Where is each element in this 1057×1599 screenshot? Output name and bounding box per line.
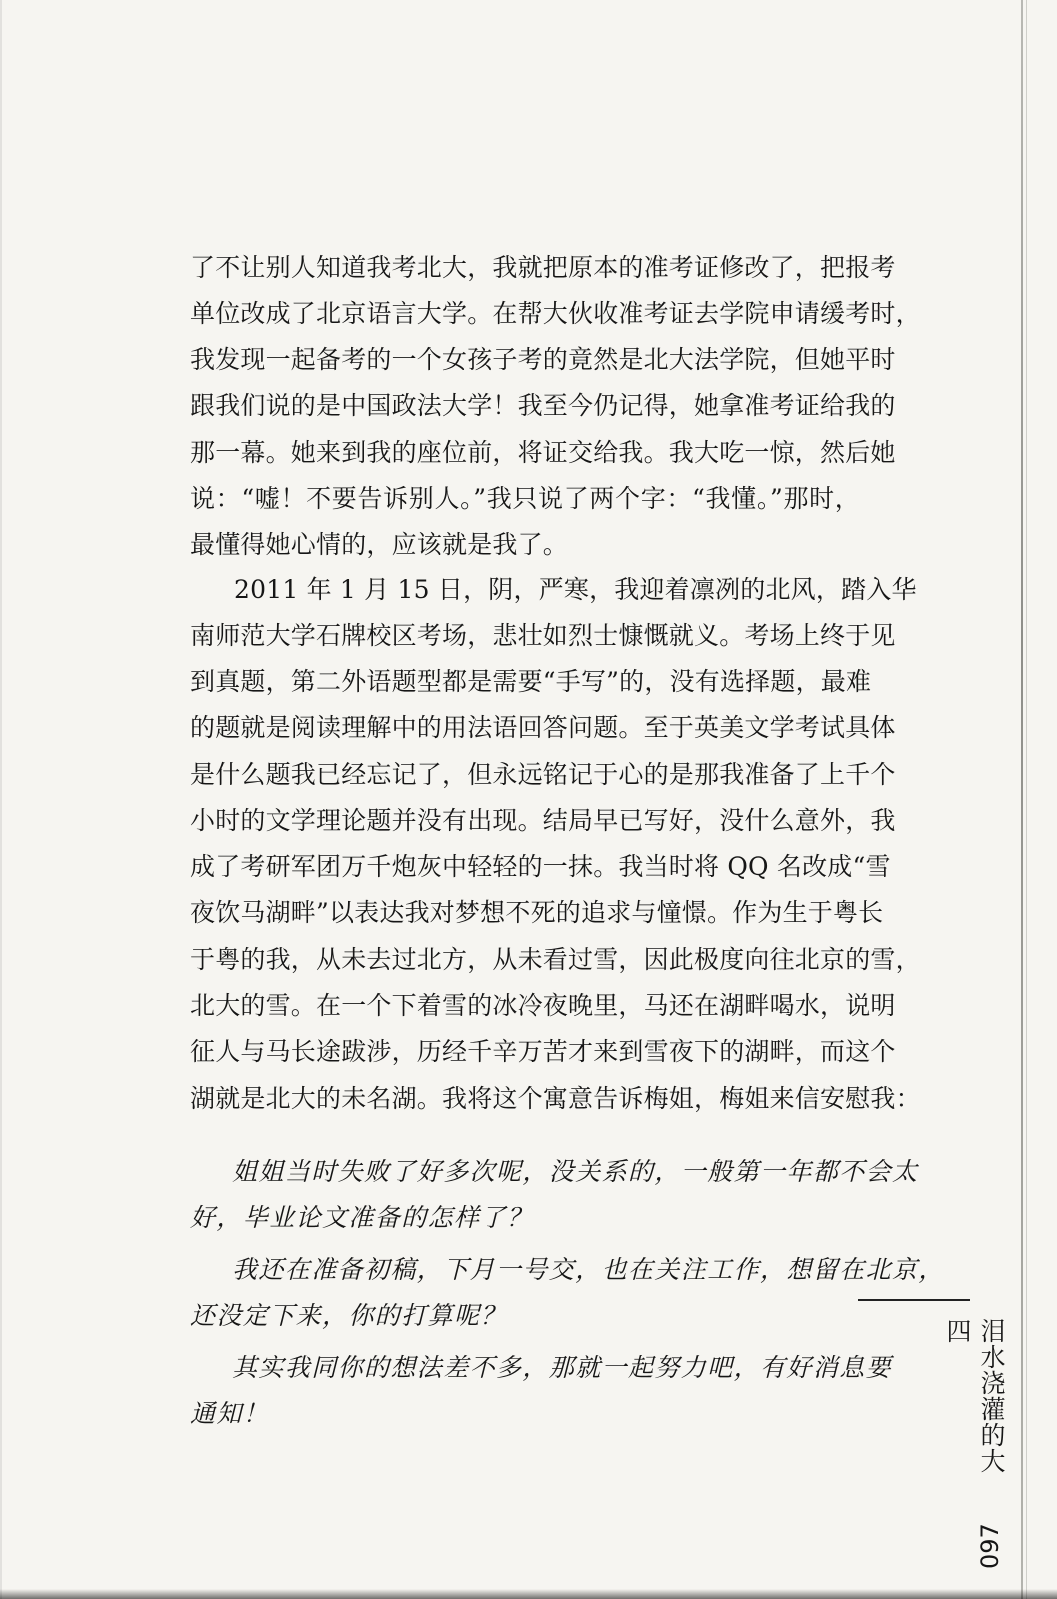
quote-line: 好，毕业论文准备的怎样了？ xyxy=(190,1203,534,1232)
quote-line: 姐姐当时失败了好多次呢，没关系的，一般第一年都不会太 xyxy=(232,1157,919,1186)
quote-line: 还没定下来，你的打算呢？ xyxy=(190,1301,507,1330)
quote-line: 我还在准备初稿，下月一号交，也在关注工作，想留在北京， xyxy=(232,1255,945,1284)
text-line: 小时的文学理论题并没有出现。结局早已写好，没什么意外，我 xyxy=(190,806,896,835)
text-line: 我发现一起备考的一个女孩子考的竟然是北大法学院，但她平时 xyxy=(190,345,896,374)
text-line: 于粤的我，从未去过北方，从未看过雪，因此极度向往北京的雪， xyxy=(190,945,921,974)
text-line: 征人与马长途跋涉，历经千辛万苦才来到雪夜下的湖畔，而这个 xyxy=(190,1037,896,1066)
text-line: 那一幕。她来到我的座位前，将证交给我。我大吃一惊，然后她 xyxy=(190,438,896,467)
scan-right-edge xyxy=(1021,0,1023,1599)
text-line: 跟我们说的是中国政法大学！我至今仍记得，她拿准考证给我的 xyxy=(190,391,896,420)
text-line: 2011 年 1 月 15 日，阴，严寒，我迎着凛冽的北风，踏入华 xyxy=(234,575,917,604)
text-line: 最懂得她心情的，应该就是我了。 xyxy=(190,530,569,559)
scan-right-edge-inner xyxy=(1026,0,1027,1599)
text-line: 了不让别人知道我考北大，我就把原本的准考证修改了，把报考 xyxy=(190,253,896,282)
quote-line: 通知！ xyxy=(190,1399,270,1428)
paragraph-2 xyxy=(190,575,921,1115)
page-number: 097 xyxy=(976,1523,1004,1569)
scan-bottom-shadow xyxy=(0,1589,1057,1599)
chapter-running-title: 泪水浇灌的大四 xyxy=(943,1318,1006,1474)
paragraph-1 xyxy=(190,253,921,559)
text-line: 夜饮马湖畔”以表达我对梦想不死的追求与憧憬。作为生于粤长 xyxy=(190,898,884,927)
text-line: 成了考研军团万千炮灰中轻轻的一抹。我当时将 QQ 名改成“雪 xyxy=(190,852,891,881)
chapter-title-rule xyxy=(858,1299,970,1301)
text-line: 南师范大学石牌校区考场，悲壮如烈士慷慨就义。考场上终于见 xyxy=(190,621,896,650)
quote-line: 其实我同你的想法差不多，那就一起努力吧，有好消息要 xyxy=(232,1353,893,1382)
text-line: 的题就是阅读理解中的用法语回答问题。至于英美文学考试具体 xyxy=(190,713,896,742)
text-line: 北大的雪。在一个下着雪的冰冷夜晚里，马还在湖畔喝水，说明 xyxy=(190,991,896,1020)
text-line: 单位改成了北京语言大学。在帮大伙收准考证去学院申请缓考时， xyxy=(190,299,921,328)
scan-left-edge xyxy=(0,0,2,1599)
letter-quote xyxy=(190,1157,945,1428)
text-line: 说：“嘘！不要告诉别人。”我只说了两个字：“我懂。”那时， xyxy=(190,484,860,513)
text-line: 到真题，第二外语题型都是需要“手写”的，没有选择题，最难 xyxy=(190,667,872,696)
text-line: 湖就是北大的未名湖。我将这个寓意告诉梅姐，梅姐来信安慰我： xyxy=(190,1084,921,1113)
text-line: 是什么题我已经忘记了，但永远铭记于心的是那我准备了上千个 xyxy=(190,760,896,789)
